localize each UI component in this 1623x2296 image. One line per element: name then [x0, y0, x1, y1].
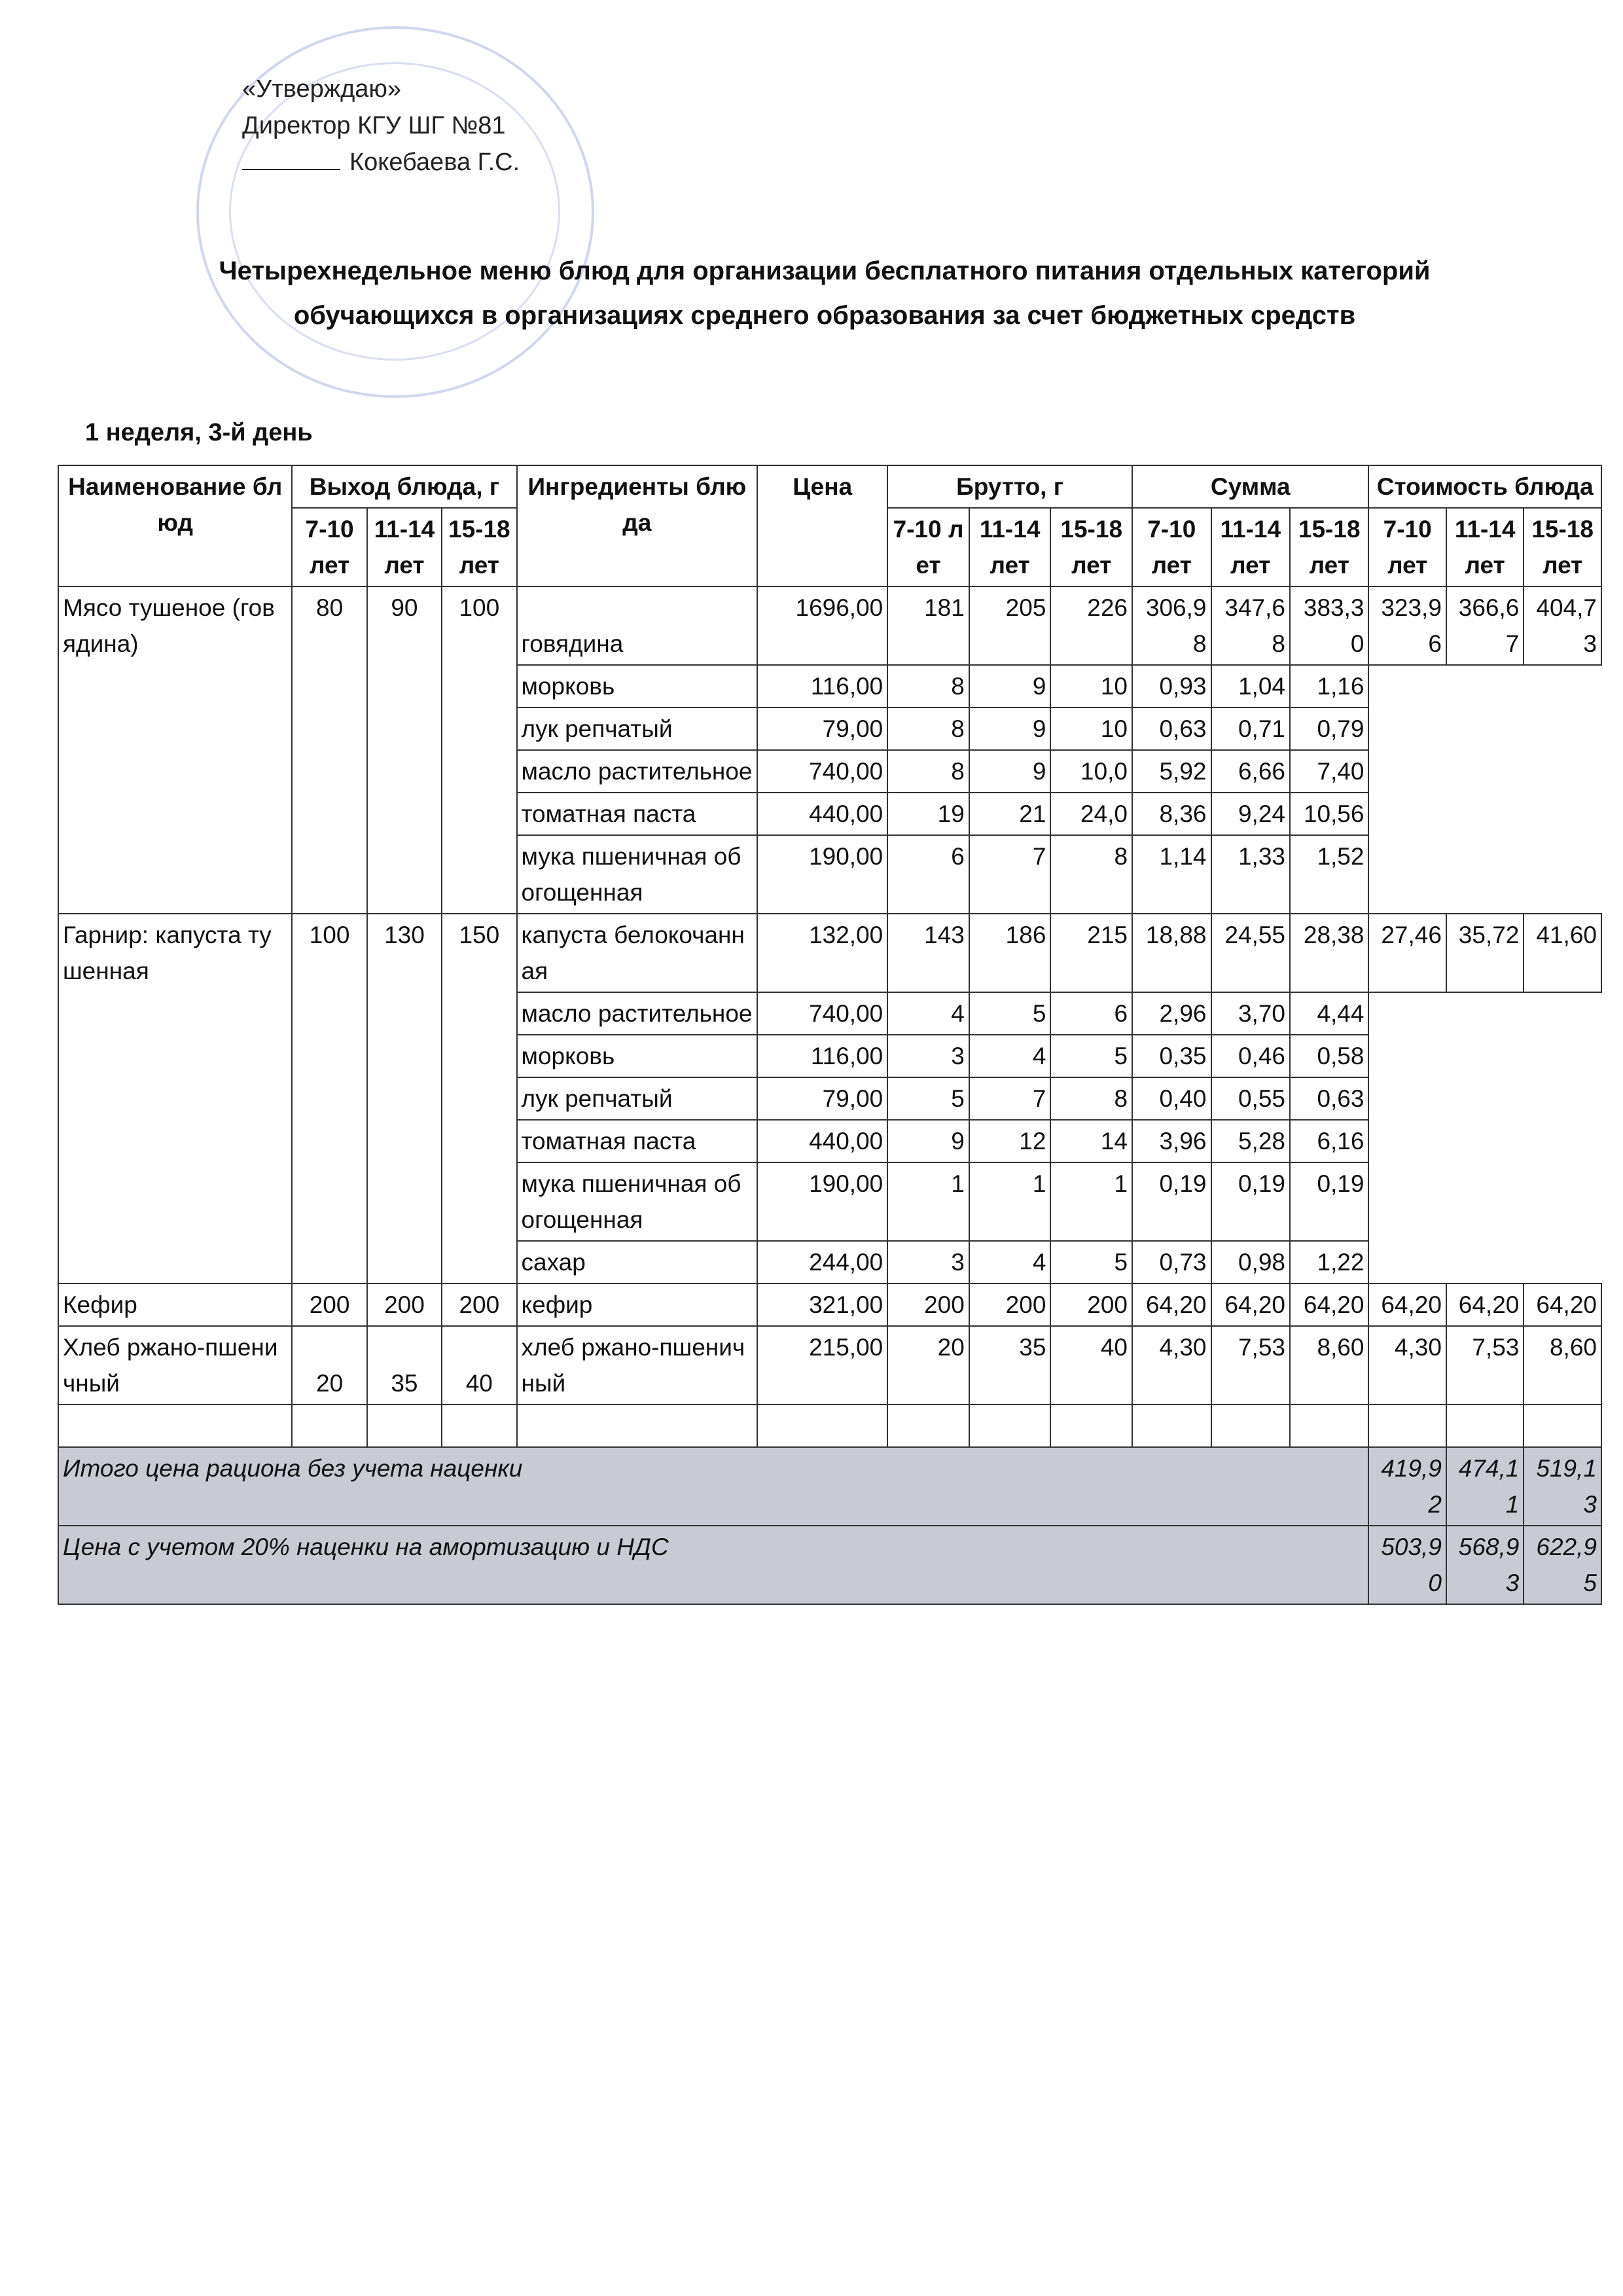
- signature-underline: [242, 169, 340, 170]
- ingredient-name: говядина: [517, 586, 758, 665]
- ingredient-sum: 8,36: [1132, 793, 1211, 835]
- ingredient-sum: 18,88: [1132, 914, 1211, 992]
- total-without-markup-value: 419,92: [1368, 1447, 1446, 1526]
- header-brutto-age-11-14: 11-14 лет: [969, 508, 1051, 586]
- empty-cell: [292, 1405, 366, 1447]
- ingredient-sum: 7,40: [1290, 750, 1368, 793]
- ingredient-sum: 24,55: [1211, 914, 1290, 992]
- ingredient-sum: 0,35: [1132, 1035, 1211, 1077]
- approval-block: [242, 71, 520, 181]
- dish-name: Кефир: [58, 1283, 292, 1326]
- total-without-markup-value: 519,13: [1524, 1447, 1601, 1526]
- ingredient-brutto: 14: [1050, 1120, 1132, 1162]
- dish-output-value: 35: [367, 1326, 442, 1405]
- dish-cost-value: 404,73: [1524, 586, 1601, 665]
- ingredient-brutto: 10: [1050, 708, 1132, 750]
- table-header: [58, 465, 1601, 586]
- ingredient-name: морковь: [517, 1035, 758, 1077]
- ingredient-brutto: 8: [887, 750, 969, 793]
- ingredient-sum: 4,30: [1132, 1326, 1211, 1405]
- empty-cell: [58, 1405, 292, 1447]
- ingredient-sum: 64,20: [1132, 1283, 1211, 1326]
- empty-cell: [1211, 1405, 1290, 1447]
- total-with-markup-value: 622,95: [1524, 1526, 1601, 1604]
- header-sum-age-7-10: 7-10 лет: [1132, 508, 1211, 586]
- ingredient-sum: 9,24: [1211, 793, 1290, 835]
- header-brutto-age-15-18: 15-18 лет: [1050, 508, 1132, 586]
- ingredient-brutto: 10: [1050, 665, 1132, 708]
- ingredient-brutto: 200: [1050, 1283, 1132, 1326]
- ingredient-price: 1696,00: [757, 586, 887, 665]
- ingredient-brutto: 9: [969, 665, 1051, 708]
- ingredient-brutto: 20: [887, 1326, 969, 1405]
- dish-name: Мясо тушеное (говядина): [58, 586, 292, 914]
- ingredient-sum: 64,20: [1290, 1283, 1368, 1326]
- table-row: [58, 914, 1601, 992]
- ingredient-sum: 0,19: [1290, 1162, 1368, 1241]
- header-output-age-11-14: 11-14 лет: [367, 508, 442, 586]
- header-output-age-7-10: 7-10 лет: [292, 508, 366, 586]
- empty-cell: [442, 1405, 516, 1447]
- dish-output-value: 150: [442, 914, 516, 1283]
- ingredient-brutto: 4: [969, 1241, 1051, 1283]
- ingredient-brutto: 10,0: [1050, 750, 1132, 793]
- ingredient-sum: 0,63: [1290, 1077, 1368, 1120]
- ingredient-sum: 3,70: [1211, 992, 1290, 1035]
- ingredient-sum: 0,63: [1132, 708, 1211, 750]
- ingredient-sum: 0,58: [1290, 1035, 1368, 1077]
- dish-cost-value: 7,53: [1446, 1326, 1524, 1405]
- ingredient-name: сахар: [517, 1241, 758, 1283]
- ingredient-price: 244,00: [757, 1241, 887, 1283]
- empty-cell: [367, 1405, 442, 1447]
- ingredient-sum: 0,73: [1132, 1241, 1211, 1283]
- ingredient-sum: 0,71: [1211, 708, 1290, 750]
- total-without-markup-row: [58, 1447, 1601, 1526]
- dish-cost-value: 41,60: [1524, 914, 1601, 992]
- ingredient-brutto: 5: [1050, 1035, 1132, 1077]
- ingredient-brutto: 6: [1050, 992, 1132, 1035]
- header-price: Цена: [757, 465, 887, 586]
- ingredient-price: 740,00: [757, 750, 887, 793]
- dish-cost-value: 64,20: [1524, 1283, 1601, 1326]
- ingredient-price: 116,00: [757, 1035, 887, 1077]
- ingredient-price: 440,00: [757, 1120, 887, 1162]
- dish-cost-value: 4,30: [1368, 1326, 1446, 1405]
- approval-signature-line: [242, 144, 520, 181]
- ingredient-brutto: 12: [969, 1120, 1051, 1162]
- ingredient-price: 190,00: [757, 835, 887, 914]
- ingredient-brutto: 24,0: [1050, 793, 1132, 835]
- dish-output-value: 20: [292, 1326, 366, 1405]
- ingredient-brutto: 1: [969, 1162, 1051, 1241]
- ingredient-price: 440,00: [757, 793, 887, 835]
- ingredient-name: масло растительное: [517, 992, 758, 1035]
- empty-cell: [757, 1405, 887, 1447]
- dish-output-value: 40: [442, 1326, 516, 1405]
- ingredient-brutto: 9: [969, 750, 1051, 793]
- ingredient-brutto: 215: [1050, 914, 1132, 992]
- ingredient-sum: 0,93: [1132, 665, 1211, 708]
- ingredient-brutto: 8: [1050, 835, 1132, 914]
- empty-cell: [1050, 1405, 1132, 1447]
- ingredient-name: морковь: [517, 665, 758, 708]
- dish-output-value: 100: [292, 914, 366, 1283]
- ingredient-name: лук репчатый: [517, 1077, 758, 1120]
- week-day-label: 1 неделя, 3-й день: [85, 419, 313, 446]
- ingredient-sum: 5,92: [1132, 750, 1211, 793]
- total-with-markup-row: [58, 1526, 1601, 1604]
- ingredient-brutto: 7: [969, 1077, 1051, 1120]
- table-row: [58, 1326, 1601, 1405]
- header-output-age-15-18: 15-18 лет: [442, 508, 516, 586]
- ingredient-sum: 0,55: [1211, 1077, 1290, 1120]
- dish-cost-value: 8,60: [1524, 1326, 1601, 1405]
- dish-cost-value: 64,20: [1446, 1283, 1524, 1326]
- ingredient-sum: 0,98: [1211, 1241, 1290, 1283]
- ingredient-name: мука пшеничная обогощенная: [517, 1162, 758, 1241]
- ingredient-sum: 1,04: [1211, 665, 1290, 708]
- ingredient-brutto: 3: [887, 1035, 969, 1077]
- ingredient-price: 79,00: [757, 1077, 887, 1120]
- ingredient-price: 321,00: [757, 1283, 887, 1326]
- dish-output-value: 90: [367, 586, 442, 914]
- header-ingredients: Ингредиенты блюда: [517, 465, 758, 586]
- header-cost-age-7-10: 7-10 лет: [1368, 508, 1446, 586]
- header-output: Выход блюда, г: [292, 465, 516, 508]
- dish-cost-value: 366,67: [1446, 586, 1524, 665]
- empty-cell: [1290, 1405, 1368, 1447]
- total-without-markup-label: Итого цена рациона без учета наценки: [58, 1447, 1368, 1526]
- ingredient-brutto: 6: [887, 835, 969, 914]
- ingredient-sum: 64,20: [1211, 1283, 1290, 1326]
- ingredient-sum: 0,19: [1132, 1162, 1211, 1241]
- ingredient-name: кефир: [517, 1283, 758, 1326]
- empty-cell: [517, 1405, 758, 1447]
- ingredient-brutto: 8: [887, 665, 969, 708]
- ingredient-name: капуста белокочанная: [517, 914, 758, 992]
- ingredient-brutto: 226: [1050, 586, 1132, 665]
- ingredient-sum: 28,38: [1290, 914, 1368, 992]
- ingredient-brutto: 186: [969, 914, 1051, 992]
- empty-cell: [1446, 1405, 1524, 1447]
- ingredient-sum: 7,53: [1211, 1326, 1290, 1405]
- ingredient-sum: 347,68: [1211, 586, 1290, 665]
- ingredient-price: 79,00: [757, 708, 887, 750]
- ingredient-brutto: 4: [887, 992, 969, 1035]
- dish-cost-value: 27,46: [1368, 914, 1446, 992]
- ingredient-sum: 3,96: [1132, 1120, 1211, 1162]
- header-brutto: Брутто, г: [887, 465, 1132, 508]
- ingredient-brutto: 9: [969, 708, 1051, 750]
- empty-cell: [887, 1405, 969, 1447]
- approval-director: Директор КГУ ШГ №81: [242, 112, 506, 139]
- header-brutto-age-7-10: 7-10 лет: [887, 508, 969, 586]
- ingredient-brutto: 5: [969, 992, 1051, 1035]
- approval-heading: «Утверждаю»: [242, 75, 402, 103]
- ingredient-brutto: 205: [969, 586, 1051, 665]
- total-without-markup-value: 474,11: [1446, 1447, 1524, 1526]
- ingredient-sum: 0,19: [1211, 1162, 1290, 1241]
- empty-row: [58, 1405, 1601, 1447]
- ingredient-sum: 1,22: [1290, 1241, 1368, 1283]
- dish-output-value: 80: [292, 586, 366, 914]
- table-row: [58, 586, 1601, 665]
- ingredient-brutto: 1: [1050, 1162, 1132, 1241]
- ingredient-brutto: 200: [969, 1283, 1051, 1326]
- ingredient-price: 132,00: [757, 914, 887, 992]
- ingredient-name: хлеб ржано-пшеничный: [517, 1326, 758, 1405]
- ingredient-sum: 1,33: [1211, 835, 1290, 914]
- ingredient-brutto: 35: [969, 1326, 1051, 1405]
- ingredient-sum: 2,96: [1132, 992, 1211, 1035]
- ingredient-name: мука пшеничная обогощенная: [517, 835, 758, 914]
- dish-cost-value: 323,96: [1368, 586, 1446, 665]
- ingredient-brutto: 8: [887, 708, 969, 750]
- approval-director-name: Кокебаева Г.С.: [349, 149, 520, 176]
- dish-cost-value: 64,20: [1368, 1283, 1446, 1326]
- menu-table: [58, 465, 1602, 1605]
- document-title: Четырехнедельное меню блюд для организации бесплатного питания отдельных категорий обучающихся в организациях среднего образования за счет бюджетных средств: [219, 257, 1431, 330]
- ingredient-sum: 0,79: [1290, 708, 1368, 750]
- ingredient-sum: 1,14: [1132, 835, 1211, 914]
- ingredient-sum: 383,30: [1290, 586, 1368, 665]
- table-row: [58, 1283, 1601, 1326]
- ingredient-name: томатная паста: [517, 1120, 758, 1162]
- header-cost-age-11-14: 11-14 лет: [1446, 508, 1524, 586]
- dish-output-value: 200: [367, 1283, 442, 1326]
- dish-output-value: 200: [292, 1283, 366, 1326]
- header-name: Наименование блюд: [58, 465, 292, 586]
- ingredient-brutto: 5: [887, 1077, 969, 1120]
- dish-output-value: 130: [367, 914, 442, 1283]
- ingredient-price: 190,00: [757, 1162, 887, 1241]
- ingredient-price: 215,00: [757, 1326, 887, 1405]
- header-sum-age-15-18: 15-18 лет: [1290, 508, 1368, 586]
- empty-cell: [1524, 1405, 1601, 1447]
- ingredient-brutto: 7: [969, 835, 1051, 914]
- header-row-1: [58, 465, 1601, 508]
- table-body: [58, 586, 1601, 1604]
- ingredient-brutto: 4: [969, 1035, 1051, 1077]
- ingredient-sum: 4,44: [1290, 992, 1368, 1035]
- ingredient-brutto: 9: [887, 1120, 969, 1162]
- ingredient-brutto: 19: [887, 793, 969, 835]
- dish-output-value: 100: [442, 586, 516, 914]
- ingredient-brutto: 181: [887, 586, 969, 665]
- ingredient-sum: 6,66: [1211, 750, 1290, 793]
- header-cost: Стоимость блюда: [1368, 465, 1601, 508]
- empty-cell: [969, 1405, 1051, 1447]
- ingredient-name: томатная паста: [517, 793, 758, 835]
- ingredient-sum: 1,52: [1290, 835, 1368, 914]
- ingredient-sum: 1,16: [1290, 665, 1368, 708]
- dish-name: Гарнир: капуста тушенная: [58, 914, 292, 1283]
- ingredient-brutto: 5: [1050, 1241, 1132, 1283]
- header-sum-age-11-14: 11-14 лет: [1211, 508, 1290, 586]
- ingredient-sum: 5,28: [1211, 1120, 1290, 1162]
- ingredient-brutto: 40: [1050, 1326, 1132, 1405]
- ingredient-sum: 6,16: [1290, 1120, 1368, 1162]
- ingredient-name: масло растительное: [517, 750, 758, 793]
- ingredient-price: 116,00: [757, 665, 887, 708]
- ingredient-brutto: 143: [887, 914, 969, 992]
- dish-name: Хлеб ржано-пшеничный: [58, 1326, 292, 1405]
- ingredient-brutto: 1: [887, 1162, 969, 1241]
- dish-output-value: 200: [442, 1283, 516, 1326]
- dish-cost-empty: [1368, 992, 1601, 1283]
- ingredient-price: 740,00: [757, 992, 887, 1035]
- dish-cost-value: 35,72: [1446, 914, 1524, 992]
- header-cost-age-15-18: 15-18 лет: [1524, 508, 1601, 586]
- ingredient-sum: 0,40: [1132, 1077, 1211, 1120]
- ingredient-brutto: 3: [887, 1241, 969, 1283]
- total-with-markup-label: Цена с учетом 20% наценки на амортизацию и НДС: [58, 1526, 1368, 1604]
- ingredient-name: лук репчатый: [517, 708, 758, 750]
- header-sum: Сумма: [1132, 465, 1368, 508]
- ingredient-sum: 8,60: [1290, 1326, 1368, 1405]
- ingredient-sum: 0,46: [1211, 1035, 1290, 1077]
- ingredient-brutto: 8: [1050, 1077, 1132, 1120]
- empty-cell: [1132, 1405, 1211, 1447]
- total-with-markup-value: 568,93: [1446, 1526, 1524, 1604]
- ingredient-brutto: 21: [969, 793, 1051, 835]
- empty-cell: [1368, 1405, 1446, 1447]
- ingredient-sum: 10,56: [1290, 793, 1368, 835]
- ingredient-sum: 306,98: [1132, 586, 1211, 665]
- total-with-markup-value: 503,90: [1368, 1526, 1446, 1604]
- dish-cost-empty: [1368, 665, 1601, 914]
- ingredient-brutto: 200: [887, 1283, 969, 1326]
